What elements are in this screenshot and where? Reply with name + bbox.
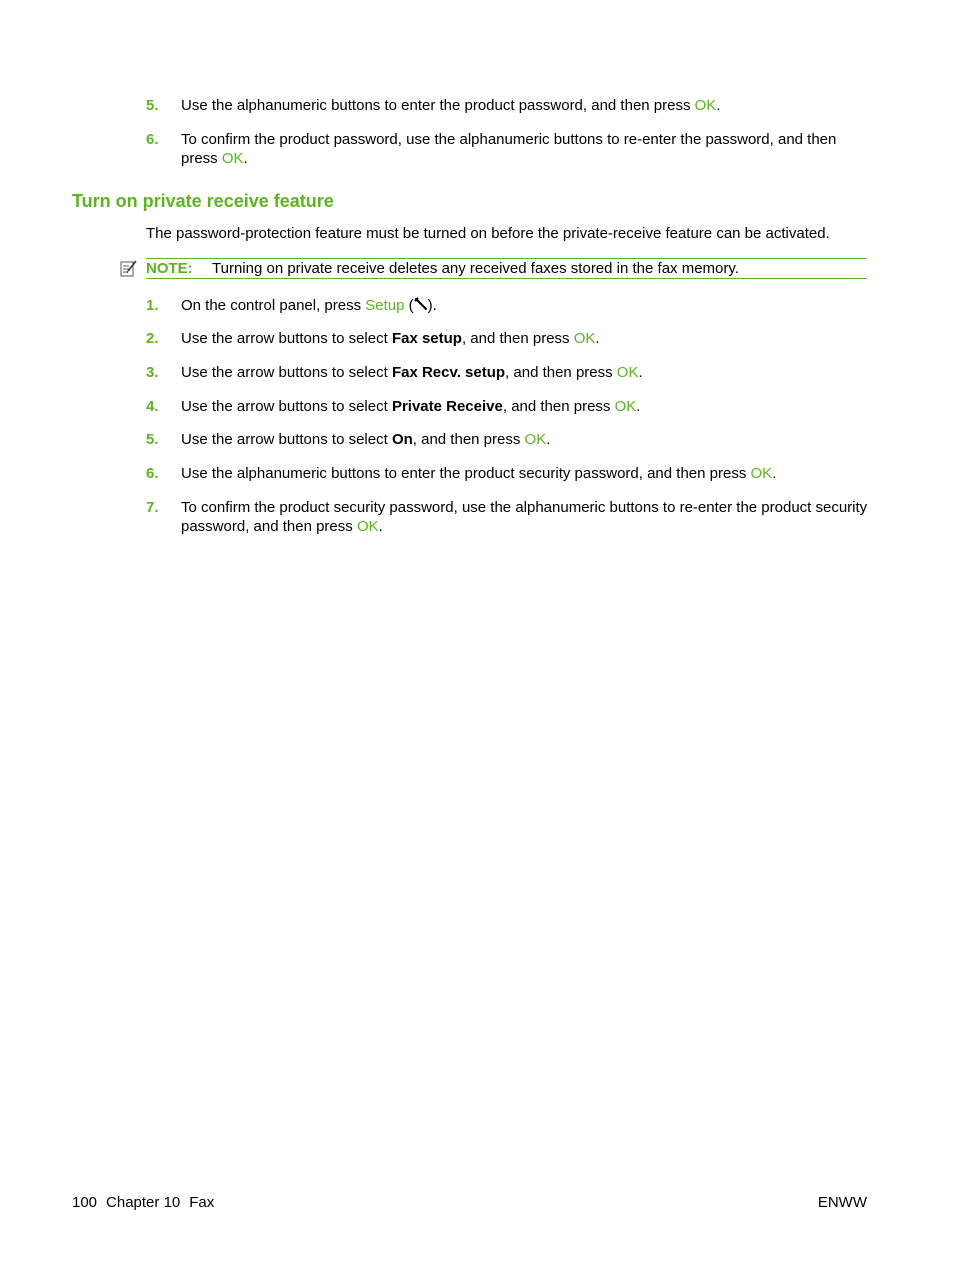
chapter-title: Fax xyxy=(189,1194,215,1211)
ok-button-ref: OK xyxy=(573,330,596,347)
note-text: Turning on private receive deletes any received faxes stored in the fax memory. xyxy=(212,260,739,277)
step-item xyxy=(146,130,868,168)
step-number: 3. xyxy=(146,364,159,381)
step-number: 5. xyxy=(146,431,159,448)
menu-option: Private Receive xyxy=(391,398,503,415)
ok-button-ref: OK xyxy=(221,150,244,167)
ok-button-ref: OK xyxy=(356,518,379,535)
step-text: Use the alphanumeric buttons to enter the product password, and then press OK. xyxy=(181,97,721,114)
page-footer-locale: ENWW xyxy=(817,1194,867,1211)
step-text: Use the arrow buttons to select Fax setup, and then press OK. xyxy=(181,330,600,347)
step-text: Use the arrow buttons to select Fax Recv. setup, and then press OK. xyxy=(181,364,643,381)
step-item xyxy=(146,430,868,449)
step-item xyxy=(146,329,868,348)
step-number: 2. xyxy=(146,330,159,347)
step-number: 6. xyxy=(146,131,159,148)
ok-button-ref: OK xyxy=(614,398,637,415)
page-number: 100 xyxy=(72,1194,98,1211)
menu-option: On xyxy=(391,431,413,448)
step-number: 1. xyxy=(146,297,159,314)
step-item xyxy=(146,363,868,382)
step-number: 6. xyxy=(146,465,159,482)
step-text: To confirm the product password, use the alphanumeric buttons to re-enter the password, and then press OK. xyxy=(181,131,837,167)
step-item xyxy=(146,397,868,416)
step-text: To confirm the product security password, use the alphanumeric buttons to re-enter the product security password, and then press OK. xyxy=(181,499,868,535)
step-number: 5. xyxy=(146,97,159,114)
setup-button-ref: Setup xyxy=(365,297,405,314)
ok-button-ref: OK xyxy=(616,364,639,381)
step-item xyxy=(146,498,868,536)
section-intro: The password-protection feature must be turned on before the private-receive feature can be activated. xyxy=(146,225,830,242)
note-label: NOTE: xyxy=(146,260,193,277)
step-text: Use the arrow buttons to select Private Receive, and then press OK. xyxy=(181,398,641,415)
step-number: 4. xyxy=(146,398,159,415)
wrench-icon xyxy=(414,297,428,311)
page-footer-left xyxy=(72,1193,223,1212)
step-item xyxy=(146,464,868,483)
menu-option: Fax Recv. setup xyxy=(391,364,506,381)
step-item xyxy=(146,296,868,315)
note-icon xyxy=(120,260,138,277)
step-text: Use the alphanumeric buttons to enter the product security password, and then press OK. xyxy=(181,465,777,482)
ok-button-ref: OK xyxy=(750,465,773,482)
chapter-label: Chapter 10 xyxy=(106,1194,181,1211)
step-number: 7. xyxy=(146,499,159,516)
note-box xyxy=(146,258,867,279)
ok-button-ref: OK xyxy=(524,431,547,448)
step-item xyxy=(146,96,868,115)
menu-option: Fax setup xyxy=(391,330,462,347)
step-text: Use the arrow buttons to select On, and then press OK. xyxy=(181,431,551,448)
section-heading: Turn on private receive feature xyxy=(72,191,334,211)
step-text: On the control panel, press Setup ( ). xyxy=(181,297,437,314)
ok-button-ref: OK xyxy=(694,97,717,114)
